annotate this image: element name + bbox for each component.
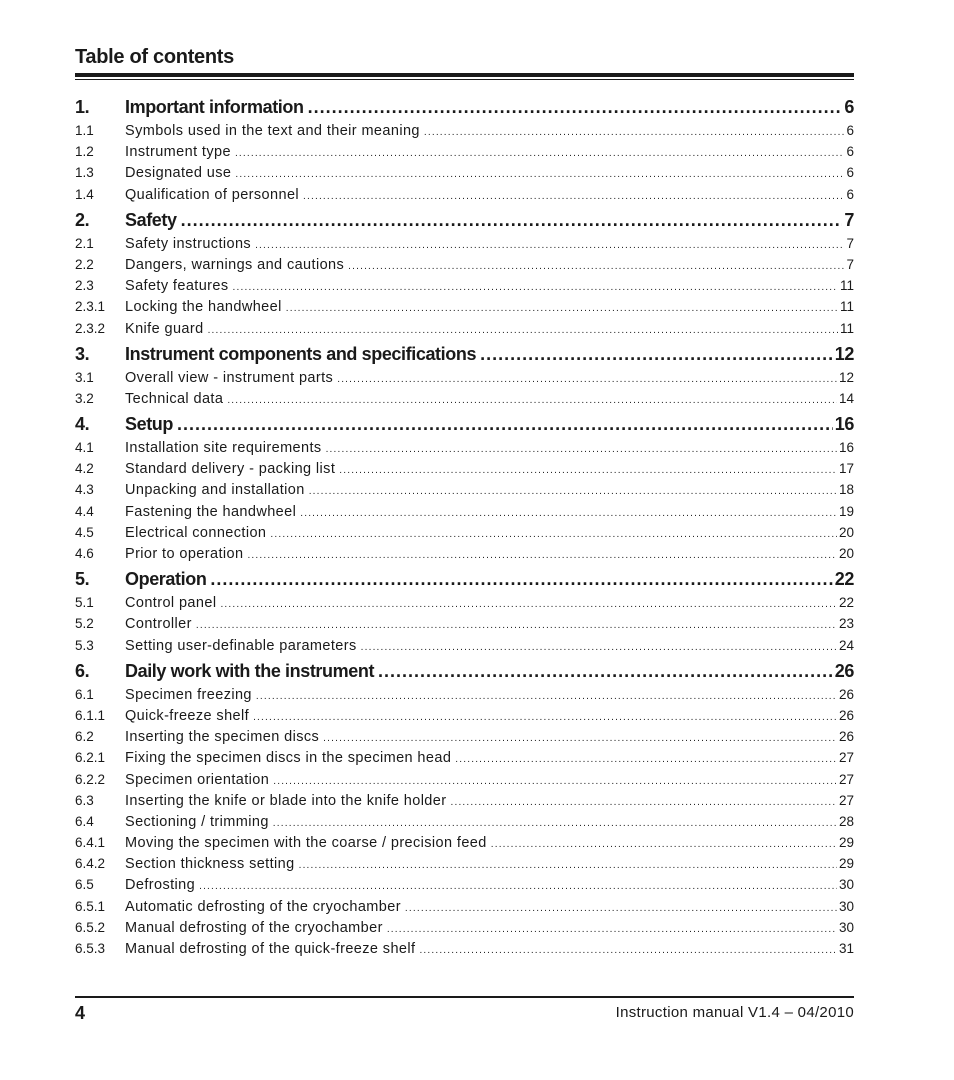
subsection-title: Symbols used in the text and their meaning	[125, 123, 420, 139]
subsection-number: 5.2	[75, 616, 94, 632]
toc-subsection-entry[interactable]	[75, 595, 854, 616]
subsection-number: 2.1	[75, 235, 94, 251]
toc-subsection-entry[interactable]	[75, 461, 854, 482]
footer-manual-version: Instruction manual V1.4 – 04/2010	[615, 1004, 854, 1021]
toc-subsection-entry[interactable]	[75, 123, 854, 144]
subsection-title: Specimen freezing	[125, 686, 252, 703]
dot-leader	[247, 550, 837, 561]
toc-subsection-entry[interactable]	[75, 877, 854, 898]
subsection-number: 6.5.2	[75, 919, 106, 935]
subsection-title: Sectioning / trimming	[125, 813, 269, 830]
dot-leader	[348, 261, 844, 272]
dot-leader	[299, 860, 837, 871]
subsection-title: Fastening the handwheel	[125, 503, 297, 520]
dot-leader	[208, 325, 838, 336]
subsection-title: Standard delivery - packing list	[125, 461, 336, 478]
dot-leader	[227, 395, 837, 406]
toc-subsection-entry[interactable]	[75, 546, 854, 567]
dot-leader	[233, 282, 838, 293]
subsection-number: 1.1	[75, 123, 94, 138]
subsection-title: Dangers, warnings and cautions	[125, 256, 345, 273]
subsection-number: 6.4.1	[75, 835, 106, 851]
dot-leader	[270, 529, 837, 540]
subsection-title: Technical data	[125, 390, 224, 407]
subsection-title: Knife guard	[125, 320, 204, 337]
dot-leader	[177, 414, 833, 435]
dot-leader	[480, 344, 833, 365]
subsection-page: 6	[846, 165, 854, 181]
dot-leader	[253, 712, 837, 723]
subsection-title: Prior to operation	[125, 546, 244, 562]
subsection-number: 6.1	[75, 686, 94, 702]
subsection-number: 4.1	[75, 440, 94, 456]
subsection-page: 20	[838, 524, 854, 540]
dot-leader	[300, 508, 837, 519]
toc-section	[75, 97, 854, 208]
toc-subsection-entry[interactable]	[75, 729, 854, 750]
subsection-title: Moving the specimen with the coarse / precision feed	[125, 835, 487, 852]
chapter-number: 1.	[75, 97, 90, 117]
toc-subsection-entry[interactable]	[75, 638, 854, 659]
dot-leader	[361, 642, 837, 653]
chapter-title: Safety	[125, 209, 177, 230]
dot-leader	[220, 599, 837, 610]
dot-leader	[337, 374, 837, 385]
subsection-number: 6.2.2	[75, 771, 106, 787]
subsection-page: 23	[838, 616, 854, 632]
dot-leader	[303, 191, 844, 202]
toc-subsection-entry[interactable]	[75, 278, 854, 299]
subsection-page: 19	[838, 503, 854, 519]
subsection-page: 11	[839, 320, 854, 336]
dot-leader	[196, 620, 837, 631]
toc-subsection-entry[interactable]	[75, 856, 854, 877]
toc-chapter-entry[interactable]	[75, 344, 854, 370]
chapter-page: 12	[834, 343, 854, 364]
chapter-title: Important information	[125, 97, 304, 117]
subsection-title: Inserting the knife or blade into the knife holder	[125, 792, 447, 809]
subsection-title: Control panel	[125, 595, 217, 612]
subsection-page: 11	[839, 299, 854, 315]
subsection-number: 6.1.1	[75, 707, 106, 723]
subsection-title: Instrument type	[125, 144, 231, 161]
subsection-title: Defrosting	[125, 877, 196, 894]
subsection-page: 18	[838, 482, 854, 498]
dot-leader	[256, 691, 837, 702]
subsection-page: 26	[838, 729, 854, 745]
subsection-page: 20	[838, 546, 854, 561]
dot-leader	[199, 881, 837, 892]
toc-chapter-entry[interactable]	[75, 210, 854, 236]
chapter-number: 6.	[75, 660, 90, 681]
toc-subsection-entry[interactable]	[75, 616, 854, 637]
subsection-number: 2.2	[75, 256, 94, 272]
chapter-title: Instrument components and specifications	[125, 343, 477, 364]
subsection-page: 6	[846, 144, 854, 160]
toc-subsection-entry[interactable]	[75, 814, 854, 835]
subsection-title: Unpacking and installation	[125, 482, 305, 499]
dot-leader	[210, 569, 832, 590]
subsection-page: 26	[838, 707, 854, 723]
dot-leader	[255, 240, 844, 251]
toc-chapter-entry[interactable]	[75, 97, 854, 123]
dot-leader	[455, 754, 837, 765]
dot-leader	[419, 945, 837, 956]
toc-subsection-entry[interactable]	[75, 482, 854, 503]
toc-subsection-entry[interactable]	[75, 687, 854, 708]
toc-subsection-entry[interactable]	[75, 835, 854, 856]
toc-chapter-entry[interactable]	[75, 414, 854, 440]
dot-leader	[424, 127, 845, 138]
chapter-title: Setup	[125, 414, 174, 435]
subsection-title: Manual defrosting of the cryochamber	[125, 919, 383, 936]
subsection-page: 22	[838, 595, 854, 611]
subsection-number: 5.1	[75, 595, 94, 611]
subsection-number: 2.3.1	[75, 299, 106, 315]
subsection-title: Safety features	[125, 278, 229, 295]
dot-leader	[273, 818, 837, 829]
chapter-page: 6	[844, 97, 854, 117]
subsection-title: Setting user-definable parameters	[125, 637, 357, 654]
subsection-title: Controller	[125, 616, 192, 633]
table-of-contents	[75, 97, 854, 964]
chapter-number: 5.	[75, 569, 90, 590]
chapter-page: 26	[834, 660, 854, 681]
dot-leader	[181, 210, 843, 231]
subsection-number: 3.1	[75, 369, 94, 385]
subsection-page: 30	[838, 898, 854, 914]
subsection-number: 6.5.1	[75, 898, 106, 914]
header-rule	[75, 73, 854, 77]
subsection-title: Inserting the specimen discs	[125, 729, 320, 746]
toc-subsection-entry[interactable]	[75, 187, 854, 208]
chapter-page: 16	[834, 414, 854, 435]
subsection-page: 30	[838, 919, 854, 935]
toc-subsection-entry[interactable]	[75, 165, 854, 186]
subsection-page: 11	[839, 278, 854, 294]
chapter-page: 7	[844, 209, 854, 230]
subsection-title: Section thickness setting	[125, 856, 295, 873]
toc-subsection-entry[interactable]	[75, 144, 854, 165]
subsection-number: 6.3	[75, 792, 94, 808]
subsection-number: 4.6	[75, 546, 94, 561]
toc-chapter-entry[interactable]	[75, 569, 854, 595]
page-title: Table of contents	[75, 46, 234, 68]
toc-subsection-entry[interactable]	[75, 920, 854, 941]
subsection-page: 7	[846, 256, 854, 272]
toc-subsection-entry[interactable]	[75, 321, 854, 342]
toc-subsection-entry[interactable]	[75, 899, 854, 920]
subsection-title: Locking the handwheel	[125, 299, 282, 316]
dot-leader	[339, 465, 837, 476]
dot-leader	[273, 776, 837, 787]
subsection-number: 6.2.1	[75, 750, 106, 766]
subsection-page: 7	[846, 235, 854, 251]
toc-subsection-entry[interactable]	[75, 257, 854, 278]
toc-subsection-entry[interactable]	[75, 236, 854, 257]
dot-leader	[405, 903, 837, 914]
toc-subsection-entry[interactable]	[75, 772, 854, 793]
chapter-title: Operation	[125, 569, 207, 590]
toc-subsection-entry[interactable]	[75, 708, 854, 729]
subsection-page: 29	[838, 835, 854, 851]
subsection-title: Fixing the specimen discs in the specimen head	[125, 750, 452, 767]
header-rule-thin	[75, 79, 854, 80]
dot-leader	[286, 303, 838, 314]
toc-subsection-entry[interactable]	[75, 941, 854, 962]
toc-section	[75, 569, 854, 659]
subsection-title: Safety instructions	[125, 235, 252, 252]
subsection-number: 4.4	[75, 503, 94, 519]
toc-subsection-entry[interactable]	[75, 793, 854, 814]
toc-section	[75, 661, 854, 962]
toc-subsection-entry[interactable]	[75, 440, 854, 461]
toc-subsection-entry[interactable]	[75, 504, 854, 525]
subsection-number: 6.4.2	[75, 856, 106, 872]
subsection-number: 1.4	[75, 186, 94, 202]
chapter-number: 4.	[75, 414, 90, 435]
dot-leader	[235, 169, 844, 180]
chapter-number: 3.	[75, 343, 90, 364]
subsection-page: 27	[838, 792, 854, 808]
subsection-page: 16	[838, 440, 854, 456]
subsection-page: 29	[838, 856, 854, 872]
subsection-page: 14	[838, 390, 854, 406]
subsection-page: 30	[838, 877, 854, 893]
page-number: 4	[75, 1003, 86, 1023]
toc-section	[75, 344, 854, 412]
chapter-number: 2.	[75, 209, 90, 230]
subsection-number: 6.5.3	[75, 941, 106, 956]
subsection-number: 3.2	[75, 390, 94, 406]
subsection-page: 31	[838, 941, 854, 956]
chapter-page: 22	[834, 569, 854, 590]
dot-leader	[378, 661, 833, 682]
subsection-title: Automatic defrosting of the cryochamber	[125, 898, 401, 915]
subsection-title: Overall view - instrument parts	[125, 369, 334, 386]
subsection-page: 24	[838, 637, 854, 653]
subsection-page: 12	[838, 369, 854, 385]
subsection-title: Manual defrosting of the quick-freeze shelf	[125, 941, 416, 957]
dot-leader	[491, 839, 837, 850]
toc-section	[75, 414, 854, 567]
subsection-number: 4.2	[75, 461, 94, 477]
toc-subsection-entry[interactable]	[75, 391, 854, 412]
subsection-number: 6.2	[75, 729, 94, 745]
subsection-title: Quick-freeze shelf	[125, 707, 250, 724]
dot-leader	[235, 148, 845, 159]
dot-leader	[309, 486, 837, 497]
subsection-title: Specimen orientation	[125, 771, 270, 788]
subsection-page: 27	[838, 750, 854, 766]
toc-section	[75, 210, 854, 342]
dot-leader	[450, 797, 836, 808]
subsection-page: 26	[838, 686, 854, 702]
subsection-number: 5.3	[75, 637, 94, 653]
subsection-number: 2.3.2	[75, 320, 106, 336]
subsection-number: 4.3	[75, 482, 94, 498]
dot-leader	[326, 444, 837, 455]
toc-chapter-entry[interactable]	[75, 661, 854, 687]
subsection-title: Electrical connection	[125, 524, 267, 541]
subsection-number: 1.2	[75, 144, 94, 160]
subsection-page: 6	[846, 186, 854, 202]
subsection-title: Designated use	[125, 165, 232, 182]
subsection-title: Qualification of personnel	[125, 186, 300, 203]
subsection-number: 6.4	[75, 813, 94, 829]
footer-rule	[75, 996, 854, 998]
subsection-number: 4.5	[75, 524, 94, 540]
dot-leader	[308, 97, 843, 118]
subsection-page: 6	[846, 123, 854, 138]
subsection-title: Installation site requirements	[125, 440, 322, 457]
toc-subsection-entry[interactable]	[75, 299, 854, 320]
subsection-page: 27	[838, 771, 854, 787]
chapter-title: Daily work with the instrument	[125, 660, 375, 681]
subsection-page: 17	[838, 461, 854, 477]
subsection-page: 28	[838, 813, 854, 829]
toc-subsection-entry[interactable]	[75, 525, 854, 546]
dot-leader	[387, 924, 837, 935]
subsection-number: 2.3	[75, 278, 94, 294]
toc-subsection-entry[interactable]	[75, 370, 854, 391]
subsection-number: 6.5	[75, 877, 94, 893]
toc-subsection-entry[interactable]	[75, 750, 854, 771]
subsection-number: 1.3	[75, 165, 94, 181]
dot-leader	[323, 733, 837, 744]
